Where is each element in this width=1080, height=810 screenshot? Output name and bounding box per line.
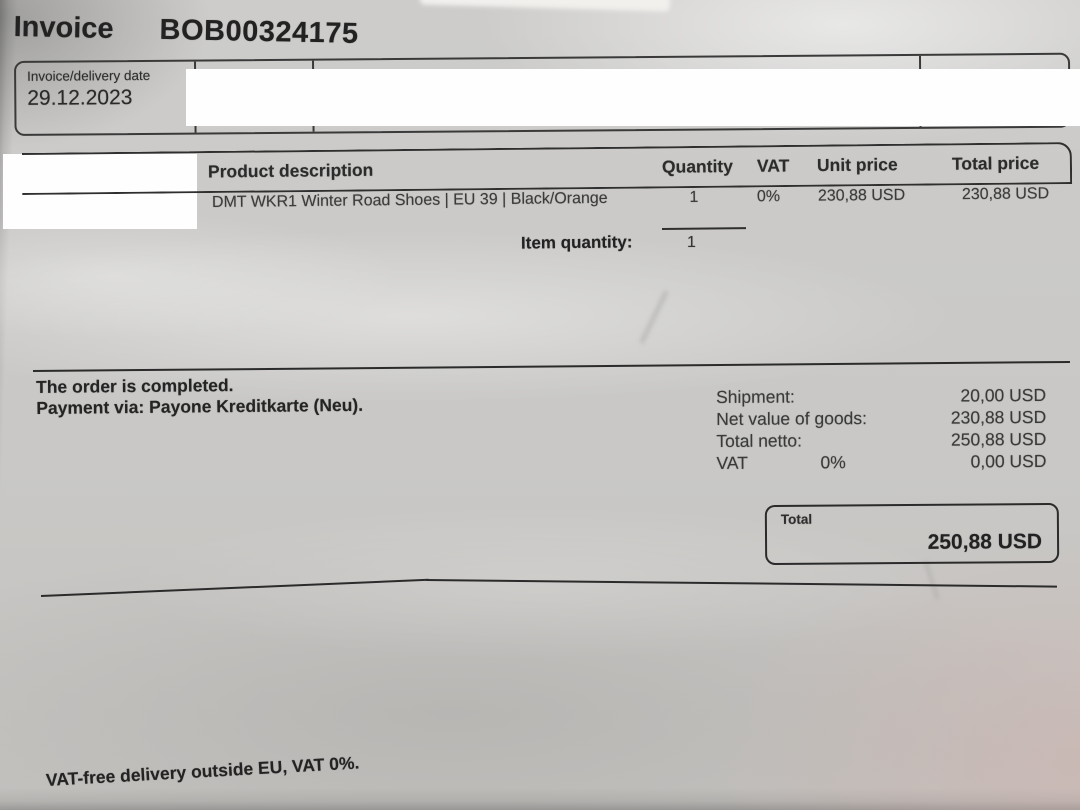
net-goods-value: 230,88 USD xyxy=(950,406,1047,428)
section-divider-bottom-right xyxy=(426,579,1057,588)
vat-footnote: VAT-free delivery outside EU, VAT 0%. xyxy=(45,752,360,790)
invoice-date-field xyxy=(27,68,150,111)
vat-label: VAT xyxy=(716,452,748,473)
item-vat-cell: 0% xyxy=(756,188,781,206)
paper-top-edge-highlight xyxy=(420,0,670,11)
order-status-line-1: The order is completed. xyxy=(36,375,234,397)
totals-list xyxy=(716,384,1047,474)
totals-row-vat xyxy=(716,450,1046,474)
product-description-header: Product description xyxy=(207,159,374,182)
item-quantity-total: 1 xyxy=(687,234,696,251)
item-product-cell: DMT WKR1 Winter Road Shoes | EU 39 | Black/Orange xyxy=(211,189,608,212)
order-status xyxy=(36,374,363,419)
invoice-date-label: Invoice/delivery date xyxy=(27,67,151,84)
unit-price-header: Unit price xyxy=(816,154,898,176)
paper-wrinkle-shade xyxy=(639,290,668,344)
quantity-sum-line xyxy=(662,227,746,230)
total-price-header: Total price xyxy=(951,152,1040,174)
invoice-date-value: 29.12.2023 xyxy=(27,86,133,110)
net-goods-label: Net value of goods: xyxy=(716,408,868,429)
total-netto-label: Total netto: xyxy=(716,430,803,451)
invoice-header xyxy=(13,11,359,51)
totals-row-total-netto xyxy=(716,428,1046,452)
section-divider-top xyxy=(33,361,1070,372)
quantity-header: Quantity xyxy=(661,156,734,177)
grand-total-box xyxy=(765,503,1059,565)
item-quantity-label: Item quantity: xyxy=(520,232,633,253)
total-netto-value: 250,88 USD xyxy=(950,428,1047,450)
shipment-label: Shipment: xyxy=(716,386,795,407)
redaction-box-top xyxy=(186,69,1080,126)
invoice-number: BOB00324175 xyxy=(159,13,359,50)
totals-row-net-goods xyxy=(716,406,1046,430)
order-status-line-2: Payment via: Payone Kreditkarte (Neu). xyxy=(36,394,364,418)
section-divider-bottom-left xyxy=(41,579,429,597)
shipment-value: 20,00 USD xyxy=(960,384,1047,406)
paper-wrinkle-shade xyxy=(924,561,939,600)
item-total-price-cell: 230,88 USD xyxy=(961,185,1050,204)
item-quantity-cell: 1 xyxy=(689,188,699,207)
totals-row-shipment xyxy=(716,384,1046,408)
vat-rate: 0% xyxy=(820,452,846,473)
grand-total-value: 250,88 USD xyxy=(927,530,1043,554)
vat-header: VAT xyxy=(756,155,790,176)
invoice-title: Invoice xyxy=(13,11,114,45)
grand-total-label: Total xyxy=(780,511,813,527)
vat-value: 0,00 USD xyxy=(970,450,1047,472)
item-unit-price-cell: 230,88 USD xyxy=(817,186,906,205)
